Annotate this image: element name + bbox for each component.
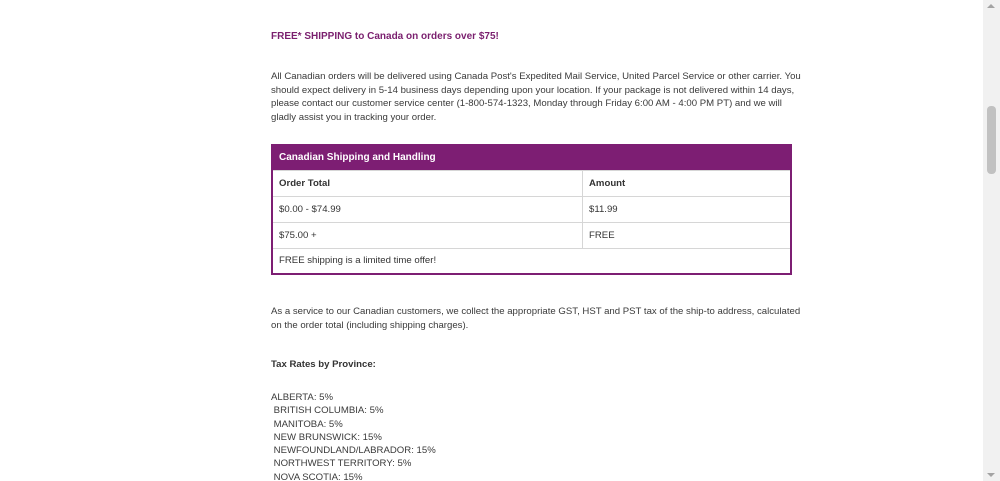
column-header-order-total: Order Total (273, 171, 583, 196)
scroll-down-arrow-icon[interactable] (987, 473, 995, 477)
list-item: BRITISH COLUMBIA: 5% (271, 405, 384, 417)
column-header-amount: Amount (589, 178, 626, 189)
shipping-table-title: Canadian Shipping and Handling (273, 146, 790, 170)
scrollbar-thumb[interactable] (987, 106, 996, 174)
table-cell-order-total: $0.00 - $74.99 (273, 197, 583, 222)
list-item: NEWFOUNDLAND/LABRADOR: 15% (271, 445, 436, 457)
province-tax-list (271, 391, 436, 481)
table-cell-amount: FREE (589, 230, 615, 241)
list-item: NOVA SCOTIA: 15% (271, 471, 363, 481)
tax-info-text: As a service to our Canadian customers, we collect the appropriate GST, HST and PST tax of the ship-to address, calculated on the order total (including shipping charges). (271, 306, 801, 331)
tax-rates-heading: Tax Rates by Province: (271, 359, 376, 370)
vertical-scrollbar[interactable] (983, 0, 1000, 481)
table-row (273, 196, 790, 222)
list-item: ALBERTA: 5% (271, 392, 334, 403)
scroll-up-arrow-icon[interactable] (987, 4, 995, 8)
list-item: MANITOBA: 5% (271, 418, 343, 430)
list-item: NEW BRUNSWICK: 15% (271, 431, 382, 443)
table-cell-order-total: $75.00 + (273, 223, 583, 248)
table-note: FREE shipping is a limited time offer! (273, 248, 790, 273)
table-header-row (273, 170, 790, 196)
delivery-intro-text: All Canadian orders will be delivered using Canada Post's Expedited Mail Service, United Parcel Service or other carrier. You should expect delivery in 5-14 business days depending upon your location. If your package is not delivered within 14 days, please contact our customer service center (1-800-574-1323, Monday through Friday 6:00 AM - 4:00 PM PT) and we will gladly assist you in tracking your order. (271, 71, 801, 123)
free-shipping-promo: FREE* SHIPPING to Canada on orders over $75! (271, 31, 499, 42)
table-cell-amount: $11.99 (589, 204, 618, 215)
table-row (273, 222, 790, 248)
shipping-table (271, 144, 792, 275)
list-item: NORTHWEST TERRITORY: 5% (271, 458, 412, 470)
